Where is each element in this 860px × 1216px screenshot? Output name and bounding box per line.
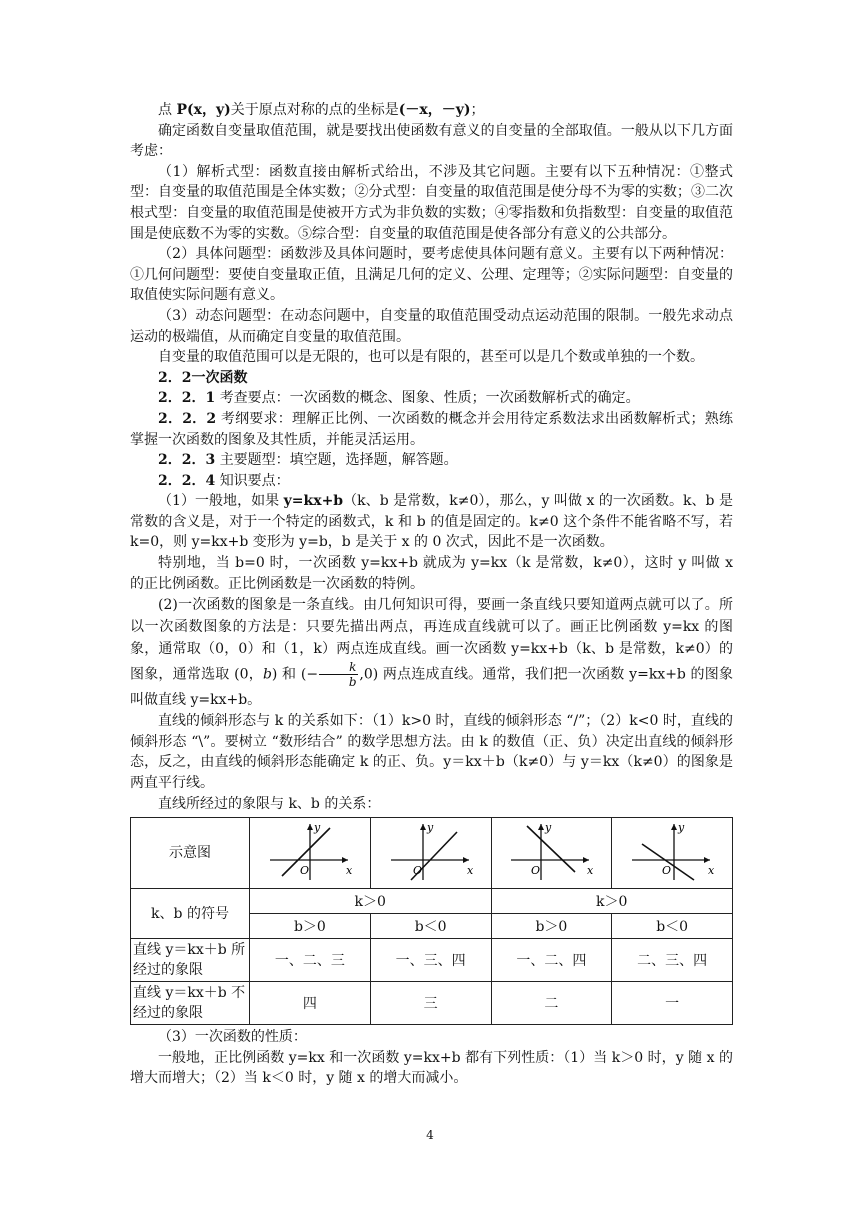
text: 2．2．3: [158, 452, 216, 469]
axis-x-label: x: [345, 864, 353, 878]
text: 主要题型：填空题，选择题，解答题。: [219, 452, 458, 469]
origin-label: O: [662, 864, 672, 878]
table-row: [131, 889, 733, 914]
origin-label: O: [531, 864, 541, 878]
table-cell: 二、三、四: [612, 939, 733, 982]
table-row: [131, 818, 733, 889]
table-cell: 一、三、四: [370, 939, 491, 982]
table-cell: b＜0: [370, 914, 491, 939]
axis-y-label: y: [678, 821, 685, 835]
quadrant-table: [130, 817, 733, 1025]
axis-y-label: y: [545, 821, 552, 835]
paragraph-properties-heading: （3）一次函数的性质：: [158, 1029, 307, 1046]
fraction-denominator: b: [348, 675, 357, 690]
graph-k-pos-b-pos: [260, 818, 360, 884]
axis-x-label: x: [587, 864, 594, 878]
table-cell: 四: [250, 982, 371, 1025]
text: 2．2一次函数: [158, 369, 248, 386]
table-cell: b＞0: [250, 914, 371, 939]
text: (2)一次函数的图象是一条直线。由几何知识可得，要画一条直线只要知道两点就可以了。所以一次函数图象的方法是：只要先描出两点，再连成直线就可以了。画正比例函数 y=kx 的图象，通常取（0，0）和（1，k）两点连成直线。画一次函数 y=kx+b（k、b 是常数，k≠0）的图象，通常选取 (0，: [130, 597, 733, 683]
fraction-numerator: k: [319, 660, 358, 675]
origin-label: O: [412, 864, 422, 878]
text: 关于原点对称的点的坐标是: [230, 102, 399, 118]
subsection-key-points: [130, 388, 733, 409]
text: ) 和 (: [271, 666, 307, 683]
subsection-syllabus: [130, 409, 733, 450]
table-cell-label: k、b 的符号: [131, 889, 250, 939]
graph-k-pos-b-neg: [381, 818, 481, 884]
paragraph-definition: [130, 491, 733, 553]
subsection-question-types: [130, 450, 733, 471]
paragraph-domain-intro: 确定函数自变量取值范围，就是要找出使函数有意义的自变量的全部取值。一般从以下几方面考虑：: [130, 122, 733, 160]
text: ,0) 两点连成直线。通常，我们把一次函数 y=kx+b 的图象叫做直线 y=kx+b。: [130, 666, 733, 709]
axis-y-label: y: [313, 821, 321, 835]
math-b: b: [262, 666, 272, 683]
text: 考查要点：一次函数的概念、图象、性质；一次函数解析式的确定。: [219, 390, 640, 407]
text: 点: [158, 102, 177, 118]
text: 2．2．1: [158, 390, 216, 407]
text: 2．2．2: [158, 410, 217, 427]
table-cell-label: 直线 y＝kx＋b 所经过的象限: [131, 939, 250, 982]
paragraph-slope-shape: 直线的倾斜形态与 k 的关系如下：（1）k>0 时，直线的倾斜形态 “/”；（2）k<0 时，直线的倾斜形态 “\”。要树立 “数形结合” 的数学思想方法。由 k 的数值（正、负）决定出直线的倾斜形态，反之，由直线的倾斜形态能确定 k 的正、负。y＝kx＋b（k≠0）与 y＝kx（k≠0）的图象是两直平行线。: [130, 713, 733, 792]
table-cell: k＞0: [250, 889, 492, 914]
text: 2．2．4: [158, 472, 216, 489]
text: y=kx+b: [283, 493, 344, 510]
table-cell: b＜0: [612, 914, 733, 939]
paragraph-domain-range: 自变量的取值范围可以是无限的，也可以是有限的，甚至可以是几个数或单独的一个数。: [158, 349, 704, 366]
fraction-k-over-b: [319, 660, 358, 689]
table-cell: 一: [612, 982, 733, 1025]
text: P(x，y): [176, 102, 231, 118]
graph-cell: [370, 818, 491, 889]
paragraph-dynamic-type: （3）动态问题型：在动态问题中，自变量的取值范围受动点运动范围的限制。一般先求动点运动的极端值，从而确定自变量的取值范围。: [130, 307, 733, 345]
text: ；: [470, 102, 485, 118]
graph-cell: [491, 818, 612, 889]
table-cell: 一、二、四: [491, 939, 612, 982]
table-cell-label: 直线 y＝kx＋b 不经过的象限: [131, 982, 250, 1025]
paragraph-concrete-type: （2）具体问题型：函数涉及具体问题时，要考虑使具体问题有意义。主要有以下两种情况：①几何问题型：要使自变量取正值，且满足几何的定义、公理、定理等；②实际问题型：自变量的取值使实际问题有意义。: [130, 246, 733, 304]
table-cell-label: 示意图: [131, 818, 250, 889]
page-number: 4: [426, 1128, 434, 1142]
axis-x-label: x: [708, 864, 715, 878]
graph-cell: [250, 818, 371, 889]
table-row: [131, 939, 733, 982]
paragraph-proportional: 特别地，当 b=0 时，一次函数 y=kx+b 就成为 y=kx（k 是常数，k≠0），这时 y 叫做 x 的正比例函数。正比例函数是一次函数的特例。: [130, 555, 733, 592]
paragraph-symmetric-point: [130, 100, 733, 121]
paragraph-analytic-type: （1）解析式型：函数直接由解析式给出，不涉及其它问题。主要有以下五种情况：①整式型：自变量的取值范围是全体实数；②分式型：自变量的取值范围是使分母不为零的实数；③二次根式型：自变量的取值范围是使被开方式为非负数的实数；④零指数和负指数型：自变量的取值范围是使底数不为零的实数。⑤综合型：自变量的取值范围是使各部分有意义的公共部分。: [130, 163, 733, 242]
table-cell: b＞0: [491, 914, 612, 939]
document-page: [130, 100, 733, 1089]
table-cell: 二: [491, 982, 612, 1025]
paragraph-properties: 一般地，正比例函数 y=kx 和一次函数 y=kx+b 都有下列性质：（1）当 k＞0 时，y 随 x 的增大而增大；（2）当 k＜0 时，y 随 x 的增大而减小。: [130, 1049, 733, 1087]
text: （k、b 是常数，k≠0），那么，y 叫做 x 的一次函数。k、b 是常数的含义是，对于一个特定的函数式，k 和 b 的值是固定的。k≠0 这个条件不能省略不写，若 k=0，则 y=kx+b 变形为 y=b，b 是关于 x 的 0 次式，因此不是一次函数。: [130, 493, 733, 551]
graph-cell: [612, 818, 733, 889]
table-cell: k＞0: [491, 889, 733, 914]
text: (－x，－y): [398, 102, 471, 118]
subsection-knowledge: [130, 471, 733, 492]
section-heading-linear-function: [130, 368, 733, 389]
text: 知识要点：: [219, 472, 290, 489]
text: （1）一般地，如果: [158, 493, 284, 510]
text: 考纲要求：理解正比例、一次函数的概念并会用待定系数法求出函数解析式；熟练掌握一次函数的图象及其性质，并能灵活运用。: [130, 410, 733, 448]
graph-k-neg-b-pos: [501, 818, 601, 884]
axis-x-label: x: [466, 864, 473, 878]
paragraph-table-caption: 直线所经过的象限与 k、b 的关系：: [158, 795, 381, 812]
paragraph-graph-method: [130, 594, 733, 711]
graph-k-neg-b-neg: [622, 818, 722, 884]
origin-label: O: [299, 864, 309, 878]
table-row: [131, 982, 733, 1025]
axis-y-label: y: [426, 821, 433, 835]
table-cell: 一、二、三: [250, 939, 371, 982]
math-minus: −: [306, 666, 319, 683]
table-cell: 三: [370, 982, 491, 1025]
